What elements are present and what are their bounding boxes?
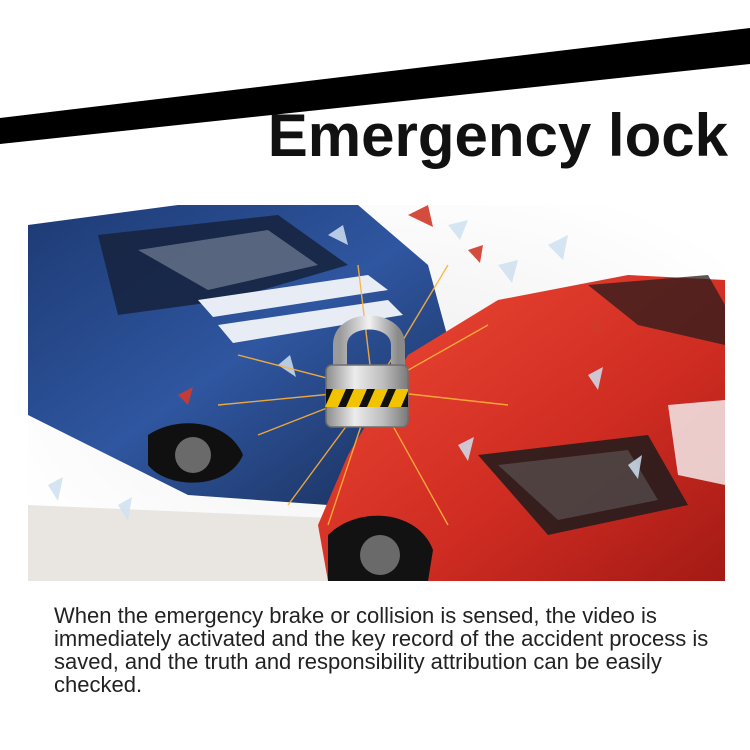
car-collision-photo (28, 205, 725, 581)
page-title: Emergency lock (267, 102, 728, 169)
description-text: When the emergency brake or collision is sensed, the video is immediately activated and the key record of the accident process is saved, and the truth and responsibility attribution can be easily checked. (54, 603, 709, 697)
